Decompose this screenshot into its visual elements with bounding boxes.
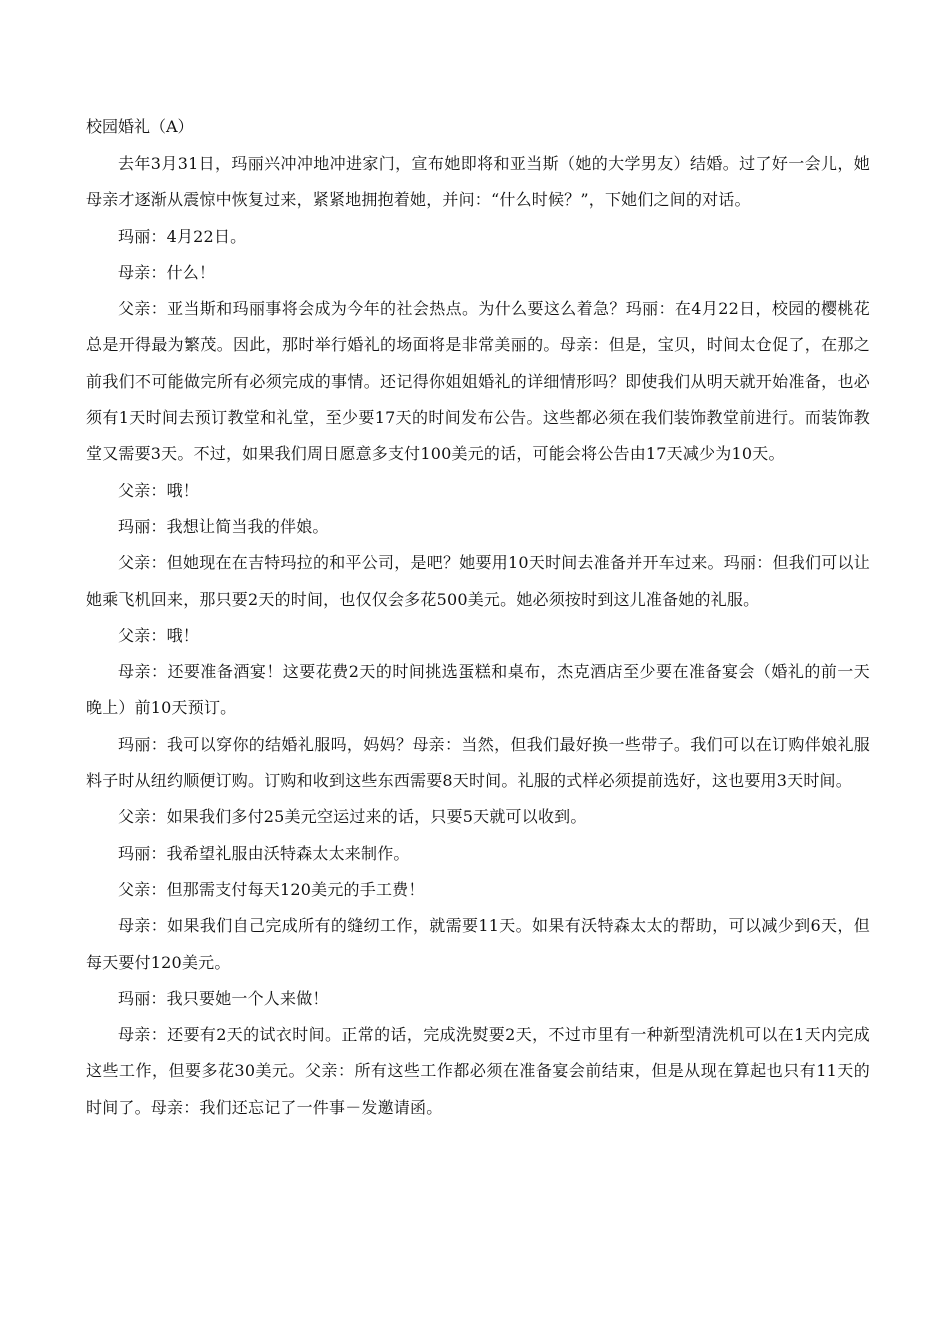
paragraph: 父亲：哦！ — [118, 625, 200, 645]
document-title: 校园婚礼（A） — [86, 117, 194, 136]
paragraph: 父亲：哦！ — [118, 480, 200, 500]
paragraph: 母亲：什么！ — [118, 262, 216, 282]
paragraph: 玛丽：我只要她一个人来做！ — [118, 988, 329, 1008]
paragraph: 母亲：如果我们自己完成所有的缝纫工作，就需要11天。如果有沃特森太太的帮助，可以减少到6天，但每天要付120美元。 — [86, 916, 870, 972]
paragraph: 父亲：亚当斯和玛丽事将会成为今年的社会热点。为什么要这么着急？玛丽：在4月22日，校园的樱桃花总是开得最为繁茂。因此，那时举行婚礼的场面将是非常美丽的。母亲：但是，宝贝，时间太仓促了，在那之前我们不可能做完所有必须完成的事情。还记得你姐姐婚礼的详细情形吗？即使我们从明天就开始准备，也必须有1天时间去预订教堂和礼堂，至少要17天的时间发布公告。这些都必须在我们装饰教堂前进行。而装饰教堂又需要3天。不过，如果我们周日愿意多支付100美元的话，可能会将公告由17天减少为10天。 — [86, 299, 870, 464]
paragraph: 父亲：如果我们多付25美元空运过来的话，只要5天就可以收到。 — [118, 807, 587, 827]
paragraph: 玛丽：4月22日。 — [118, 226, 247, 246]
document-page — [86, 108, 870, 1126]
paragraph: 父亲：但那需支付每天120美元的手工费！ — [118, 879, 425, 899]
paragraph: 玛丽：我想让简当我的伴娘。 — [118, 516, 329, 536]
paragraph: 玛丽：我可以穿你的结婚礼服吗，妈妈？母亲：当然，但我们最好换一些带子。我们可以在订购伴娘礼服料子时从纽约顺便订购。订购和收到这些东西需要8天时间。礼服的式样必须提前选好，这也要用3天时间。 — [86, 734, 870, 791]
paragraph: 去年3月31日，玛丽兴冲冲地冲进家门，宣布她即将和亚当斯（她的大学男友）结婚。过了好一会儿，她母亲才逐渐从震惊中恢复过来，紧紧地拥抱着她，并问：“什么时候？”，下她们之间的对话。 — [86, 154, 870, 210]
paragraph: 玛丽：我希望礼服由沃特森太太来制作。 — [118, 843, 410, 863]
paragraph: 父亲：但她现在在吉特玛拉的和平公司，是吧？她要用10天时间去准备并开车过来。玛丽：但我们可以让她乘飞机回来，那只要2天的时间，也仅仅会多花500美元。她必须按时到这儿准备她的礼服。 — [86, 553, 870, 609]
paragraph: 母亲：还要有2天的试衣时间。正常的话，完成洗熨要2天，不过市里有一种新型清洗机可以在1天内完成这些工作，但要多花30美元。父亲：所有这些工作都必须在准备宴会前结束，但是从现在算起也只有11天的时间了。母亲：我们还忘记了一件事－发邀请函。 — [86, 1025, 870, 1117]
paragraph: 母亲：还要准备酒宴！这要花费2天的时间挑选蛋糕和桌布，杰克酒店至少要在准备宴会（婚礼的前一天晚上）前10天预订。 — [86, 662, 870, 718]
